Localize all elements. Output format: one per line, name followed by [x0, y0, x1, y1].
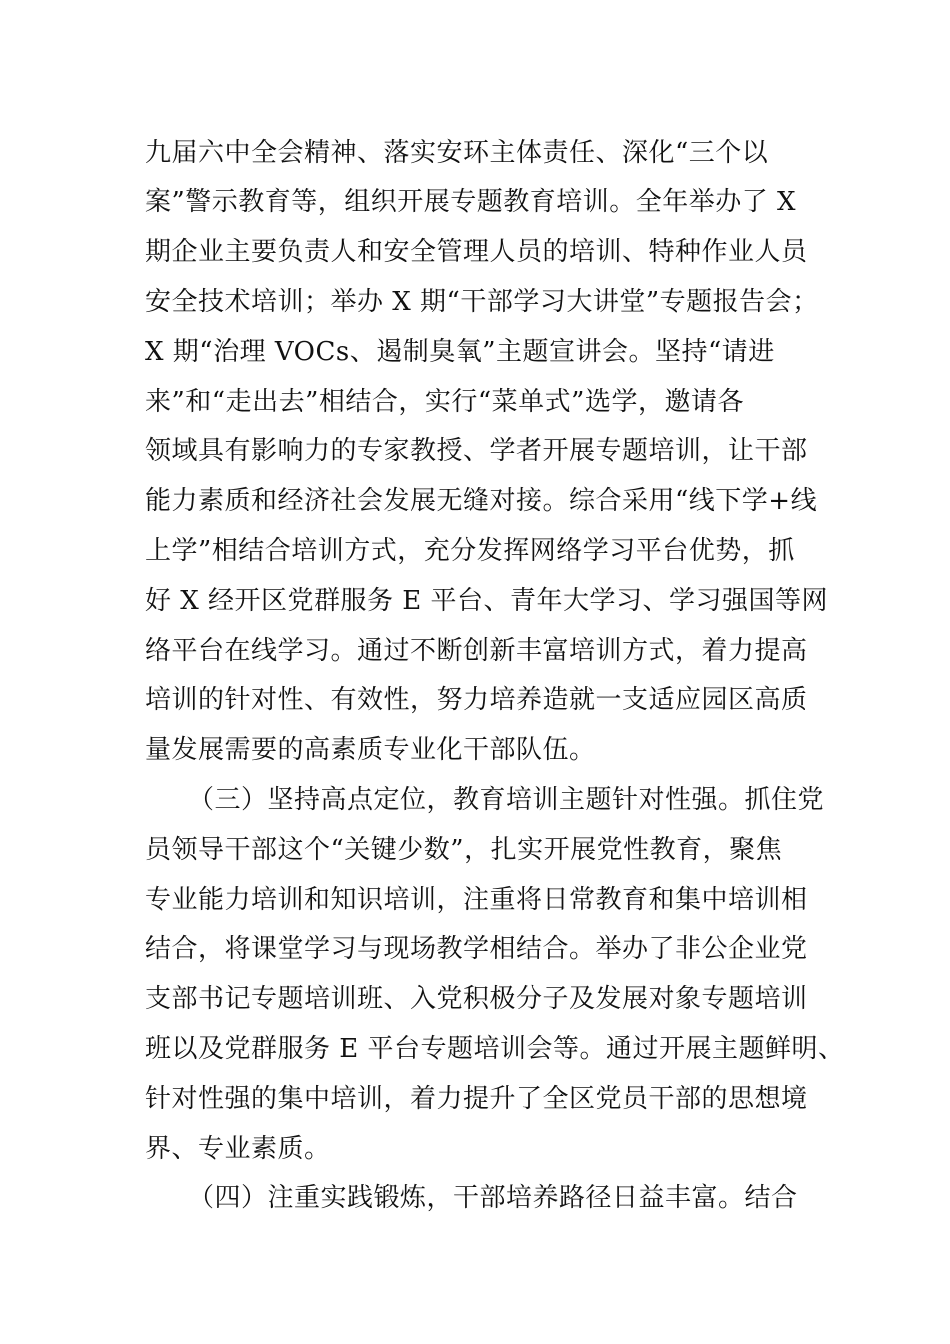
text-line: 员领导干部这个“关键少数”，扎实开展党性教育，聚焦 — [145, 835, 783, 865]
paragraph-heading-3: （三）坚持高点定位，教育培训主题针对性强。抓住党 — [188, 785, 825, 815]
text-line: 班以及党群服务 E 平台专题培训会等。通过开展主题鲜明、 — [145, 1034, 845, 1064]
text-line: 支部书记专题培训班、入党积极分子及发展对象专题培训 — [145, 984, 808, 1014]
text-line: 案”警示教育等，组织开展专题教育培训。全年举办了 X — [145, 187, 797, 217]
text-line: 安全技术培训；举办 X 期“干部学习大讲堂”专题报告会； — [145, 287, 819, 317]
text-line: 来”和“走出去”相结合，实行“菜单式”选学，邀请各 — [145, 387, 744, 417]
text-line: 专业能力培训和知识培训，注重将日常教育和集中培训相 — [145, 885, 808, 915]
text-line: 能力素质和经济社会发展无缝对接。综合采用“线下学+线 — [145, 486, 818, 516]
text-line: 领域具有影响力的专家教授、学者开展专题培训，让干部 — [145, 436, 808, 466]
text-line: 好 X 经开区党群服务 E 平台、青年大学习、学习强国等网 — [145, 586, 829, 616]
text-line: 界、专业素质。 — [145, 1134, 331, 1164]
paragraph-heading-4: （四）注重实践锻炼，干部培养路径日益丰富。结合 — [188, 1183, 798, 1213]
text-line: 络平台在线学习。通过不断创新丰富培训方式，着力提高 — [145, 636, 808, 666]
text-line: 结合，将课堂学习与现场教学相结合。举办了非公企业党 — [145, 934, 808, 964]
text-line: 量发展需要的高素质专业化干部队伍。 — [145, 735, 596, 765]
text-line: 针对性强的集中培训，着力提升了全区党员干部的思想境 — [145, 1084, 808, 1114]
text-line: 上学”相结合培训方式，充分发挥网络学习平台优势，抓 — [145, 536, 795, 566]
text-line: 期企业主要负责人和安全管理人员的培训、特种作业人员 — [145, 237, 808, 267]
text-line: 九届六中全会精神、落实安环主体责任、深化“三个以 — [145, 138, 769, 168]
text-line: 培训的针对性、有效性，努力培养造就一支适应园区高质 — [145, 685, 808, 715]
text-line: X 期“治理 VOCs、遏制臭氧”主题宣讲会。坚持“请进 — [145, 337, 775, 367]
